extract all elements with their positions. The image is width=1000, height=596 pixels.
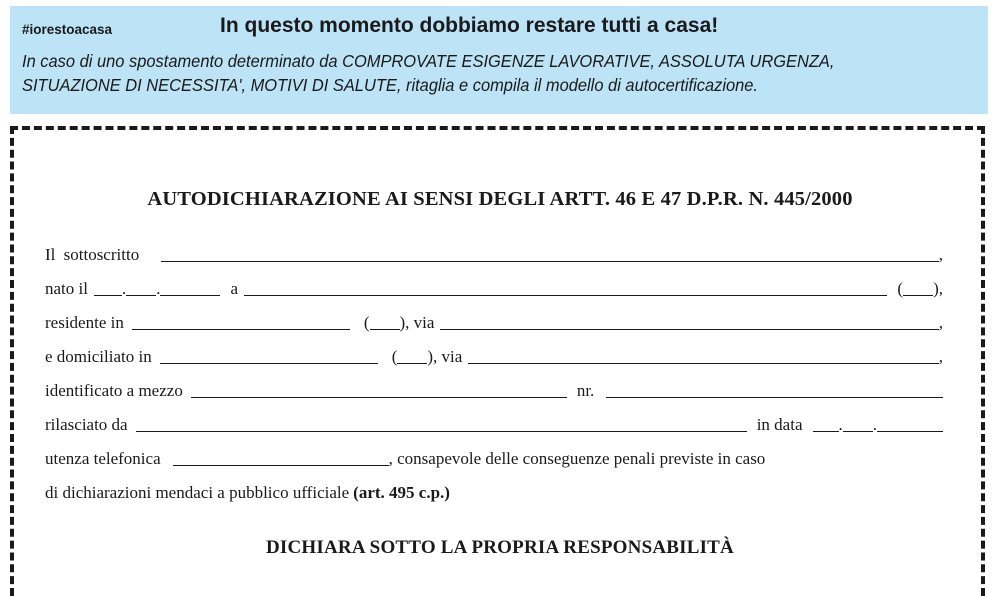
banner-line-1: In caso di uno spostamento determinato da COMPROVATE ESIGENZE LAVORATIVE, ASSOLUTA URGENZA, xyxy=(22,51,835,71)
comma: , xyxy=(938,245,943,264)
birth-month-field[interactable] xyxy=(126,281,156,296)
form-line-identificato xyxy=(45,380,943,402)
banner-instructions xyxy=(22,49,916,97)
issue-day-field[interactable] xyxy=(813,417,839,432)
phone-field[interactable] xyxy=(173,451,389,466)
form-title: AUTODICHIARAZIONE AI SENSI DEGLI ARTT. 46 E 47 D.P.R. N. 445/2000 xyxy=(147,188,853,210)
identificato-label: identificato a mezzo xyxy=(45,381,183,400)
residente-label: residente in xyxy=(45,313,124,332)
id-document-field[interactable] xyxy=(191,383,567,398)
in-data-label: in data xyxy=(756,415,803,434)
form-line-dichiarazioni xyxy=(45,482,943,504)
form-line-residente xyxy=(45,312,943,334)
residence-street-field[interactable] xyxy=(440,315,938,330)
comma: , xyxy=(938,313,943,332)
issue-year-field[interactable] xyxy=(877,417,943,432)
a-label: a xyxy=(230,279,239,298)
info-banner xyxy=(10,6,988,114)
date-separator: . xyxy=(872,415,877,434)
date-separator: . xyxy=(121,279,127,298)
form-line-sottoscritto xyxy=(45,244,943,266)
form-line-nato xyxy=(45,278,943,300)
nato-label: nato il xyxy=(45,279,88,298)
date-separator: . xyxy=(838,415,843,434)
paren-close: ), xyxy=(933,279,943,298)
form-line-rilasciato xyxy=(45,414,943,436)
via-label: ), via xyxy=(399,313,435,332)
domicile-city-field[interactable] xyxy=(160,349,378,364)
domicile-province-field[interactable] xyxy=(397,349,427,364)
declaration-heading: DICHIARA SOTTO LA PROPRIA RESPONSABILITÀ xyxy=(266,537,734,558)
birth-place-field[interactable] xyxy=(244,281,887,296)
paren-open: ( xyxy=(897,279,904,298)
hashtag-label: #iorestoacasa xyxy=(22,22,113,37)
dichiarazioni-text: di dichiarazioni mendaci a pubblico ufficiale xyxy=(45,483,350,502)
paren-open: ( xyxy=(391,347,398,366)
via-label: ), via xyxy=(427,347,463,366)
banner-line-2: SITUAZIONE DI NECESSITA', MOTIVI DI SALUTE, ritaglia e compila il modello di autocertificazione. xyxy=(22,75,759,95)
nr-label: nr. xyxy=(576,381,595,400)
sottoscritto-label: Il sottoscritto xyxy=(45,245,140,264)
id-number-field[interactable] xyxy=(606,383,943,398)
banner-headline: In questo momento dobbiamo restare tutti a casa! xyxy=(220,14,719,37)
form-line-domiciliato xyxy=(45,346,943,368)
domiciliato-label: e domiciliato in xyxy=(45,347,152,366)
residence-city-field[interactable] xyxy=(132,315,350,330)
consapevole-text: , consapevole delle conseguenze penali previste in caso xyxy=(388,449,766,468)
rilasciato-label: rilasciato da xyxy=(45,415,128,434)
article-reference: (art. 495 c.p.) xyxy=(353,483,450,502)
paren-open: ( xyxy=(363,313,370,332)
issue-month-field[interactable] xyxy=(843,417,873,432)
comma: , xyxy=(938,347,943,366)
birth-day-field[interactable] xyxy=(94,281,122,296)
birth-year-field[interactable] xyxy=(160,281,220,296)
sottoscritto-field[interactable] xyxy=(161,247,939,262)
utenza-label: utenza telefonica xyxy=(45,449,161,468)
form-line-utenza xyxy=(45,448,943,470)
residence-province-field[interactable] xyxy=(370,315,400,330)
domicile-street-field[interactable] xyxy=(468,349,938,364)
birth-province-field[interactable] xyxy=(903,281,933,296)
issuer-field[interactable] xyxy=(136,417,747,432)
date-separator: . xyxy=(156,279,161,298)
